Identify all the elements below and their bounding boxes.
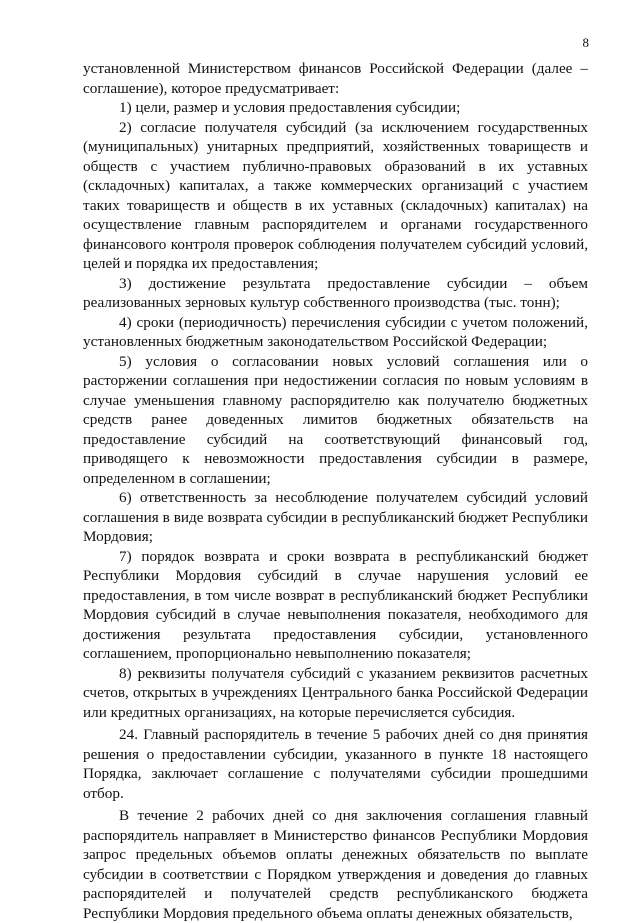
section-24: 24. Главный распорядитель в течение 5 рабочих дней со дня принятия решения о предоставлении субсидии, указанного в пункте 18 настоящего Порядка, заключает соглашение с получателями субсидии прошедшими отбор. xyxy=(83,726,588,802)
list-item-3: 3) достижение результата предоставление субсидии – объем реализованных зерновых культур собственного производства (тыс. тонн); xyxy=(83,274,588,311)
page-number: 8 xyxy=(582,35,589,50)
paragraph-continuation: установленной Министерством финансов Российской Федерации (далее – соглашение), которое предусматривает: xyxy=(83,60,588,97)
list-item-5: 5) условия о согласовании новых условий соглашения или о расторжении соглашения при недостижении согласия по новым условиям в случае уменьшения главному распорядителю как получателю бюджетных средств ранее доведенных лимитов бюджетных обязательств на предоставление субсидий на соответствующий финансовый год, приводящего к невозможности предоставления субсидии в размере, определенном в соглашении; xyxy=(83,352,588,487)
list-item-8: 8) реквизиты получателя субсидий с указанием реквизитов расчетных счетов, открытых в учреждениях Центрального банка Российской Федерации или кредитных организациях, на которые перечисляется субсидия. xyxy=(83,664,588,721)
paragraph-agreement-procedure: В течение 2 рабочих дней со дня заключения соглашения главный распорядитель направляет в Министерство финансов Республики Мордовия запрос предельных объемов оплаты денежных обязательств по выплате субсидии в соответствии с Порядком утверждения и доведения до главных распорядителей и получателей средств республиканского бюджета Республики Мордовия предельного объема оплаты денежных обязательств, xyxy=(83,807,588,922)
document-body xyxy=(83,59,588,923)
list-item-4: 4) сроки (периодичность) перечисления субсидии с учетом положений, установленных бюджетным законодательством Российской Федерации; xyxy=(83,313,588,350)
list-item-6: 6) ответственность за несоблюдение получателем субсидий условий соглашения в виде возврата субсидии в республиканский бюджет Республики Мордовия; xyxy=(83,489,588,545)
list-item-1: 1) цели, размер и условия предоставления субсидии; xyxy=(119,99,461,116)
list-item-2: 2) согласие получателя субсидий (за исключением государственных (муниципальных) унитарных предприятий, хозяйственных товариществ и обществ с участием публично-правовых образований в их уставных (складочных) капиталах, а также коммерческих организаций с участием таких товариществ и обществ в их уставных (складочных) капиталах) на осуществление главным распорядителем и органами государственного финансового контроля проверок соблюдения получателем субсидий условий, целей и порядка их предоставления; xyxy=(83,118,588,272)
list-item-7: 7) порядок возврата и сроки возврата в республиканский бюджет Республики Мордовия субсидий в случае нарушения условий ее предоставления, в том числе возврат в республиканский бюджет Республики Мордовия субсидий в случае невыполнения показателя, необходимого для достижения результата предоставления субсидии, установленного соглашением, пропорционально невыполнению показателя; xyxy=(83,547,588,662)
